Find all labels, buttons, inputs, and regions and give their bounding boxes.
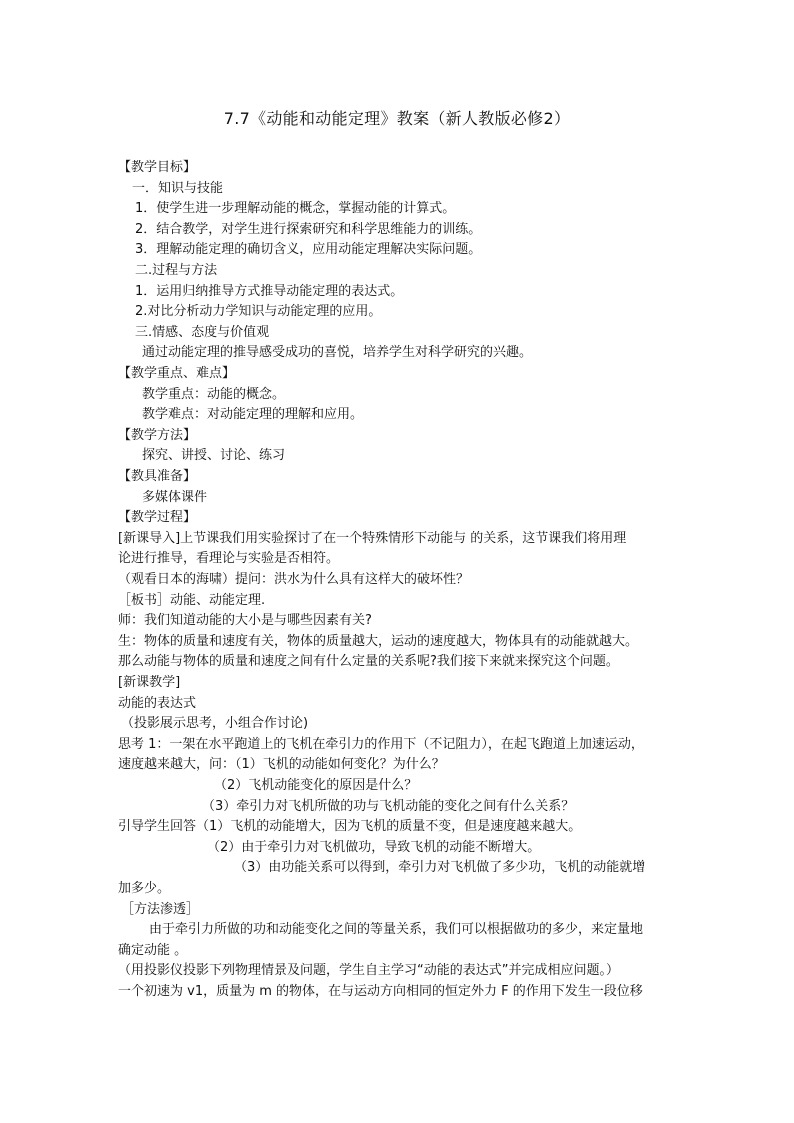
text-line: ［方法渗透］: [121, 901, 200, 917]
text-line: （2）由于牵引力对飞机做功，导致飞机的动能不断增大。: [207, 839, 541, 855]
text-line: 速度越来越大，问：（1）飞机的动能如何变化？为什么？: [118, 757, 445, 773]
text-line: 探究、讲授、讨论、练习: [142, 448, 286, 464]
text-line: （用投影仪投影下列物理情景及问题，学生自主学习“动能的表达式”并完成相应问题。）: [118, 963, 619, 979]
text-line: 通过动能定理的推导感受成功的喜悦，培养学生对科学研究的兴趣。: [142, 345, 533, 361]
text-line: 3．理解动能定理的确切含义，应用动能定理解决实际问题。: [135, 242, 482, 258]
text-line: 1．运用归纳推导方式推导动能定理的表达式。: [135, 283, 404, 299]
text-line: 由于牵引力所做的功和动能变化之间的等量关系，我们可以根据做功的多少，来定量地: [149, 922, 644, 938]
subheading-knowledge-skills: 一．知识与技能: [132, 180, 224, 196]
text-line: 一个初速为 v1，质量为 m 的物体，在与运动方向相同的恒定外力 F 的作用下发生一段位移: [118, 984, 643, 999]
text-line: 论进行推导，看理论与实验是否相符。: [118, 551, 340, 567]
subheading-emotion-values: 三.情感、态度与价值观: [135, 324, 270, 340]
text-line: （3）由功能关系可以得到，牵引力对飞机做了多少功，飞机的动能就增: [234, 860, 646, 876]
text-line: 思考 1：一架在水平跑道上的飞机在牵引力的作用下（不记阻力），在起飞跑道上加速运动，: [118, 736, 644, 752]
text-line: [新课导入]上节课我们用实验探讨了在一个特殊情形下动能与 的关系，这节课我们将用理: [118, 530, 627, 546]
section-heading-key-points: 【教学重点、难点】: [118, 366, 236, 381]
text-line: 多媒体课件: [142, 489, 208, 505]
text-line: ［板书］动能、动能定理.: [118, 592, 266, 608]
section-heading-objectives: 【教学目标】: [118, 160, 197, 175]
document-title: 7.7《动能和动能定理》教案（新人教版必修2）: [223, 109, 571, 128]
text-line: 1．使学生进一步理解动能的概念，掌握动能的计算式。: [135, 201, 456, 217]
text-line: （投影展示思考，小组合作讨论): [121, 716, 309, 732]
text-line: 教学重点：动能的概念。: [142, 386, 286, 402]
text-line: （2）飞机动能变化的原因是什么？: [214, 778, 418, 793]
text-line: 2．结合教学，对学生进行探索研究和科学思维能力的训练。: [135, 221, 482, 237]
text-line: 教学难点：对动能定理的理解和应用。: [142, 407, 364, 423]
text-line: 那么动能与物体的质量和速度之间有什么定量的关系呢?我们接下来就来探究这个问题。: [118, 654, 619, 670]
section-heading-methods: 【教学方法】: [118, 427, 197, 443]
subheading-process-method: 二.过程与方法: [135, 263, 218, 278]
text-line: （观看日本的海啸）提问：洪水为什么具有这样大的破坏性？: [118, 572, 470, 587]
text-line: 引导学生回答（1）飞机的动能增大，因为飞机的质量不变，但是速度越来越大。: [118, 819, 582, 835]
section-heading-materials: 【教具准备】: [118, 469, 197, 484]
section-heading-process: 【教学过程】: [118, 510, 197, 526]
text-line: （3）牵引力对飞机所做的功与飞机动能的变化之间有什么关系？: [202, 798, 575, 814]
text-line: 师：我们知道动能的大小是与哪些因素有关?: [118, 613, 372, 629]
text-line: 确定动能 。: [118, 942, 188, 958]
text-line: 动能的表达式: [118, 695, 197, 711]
text-line: [新课教学]: [118, 675, 181, 690]
text-line: 生：物体的质量和速度有关，物体的质量越大，运动的速度越大，物体具有的动能就越大。: [118, 633, 639, 649]
text-line: 2.对比分析动力学知识与动能定理的应用。: [135, 304, 382, 320]
text-line: 加多少。: [118, 881, 171, 896]
